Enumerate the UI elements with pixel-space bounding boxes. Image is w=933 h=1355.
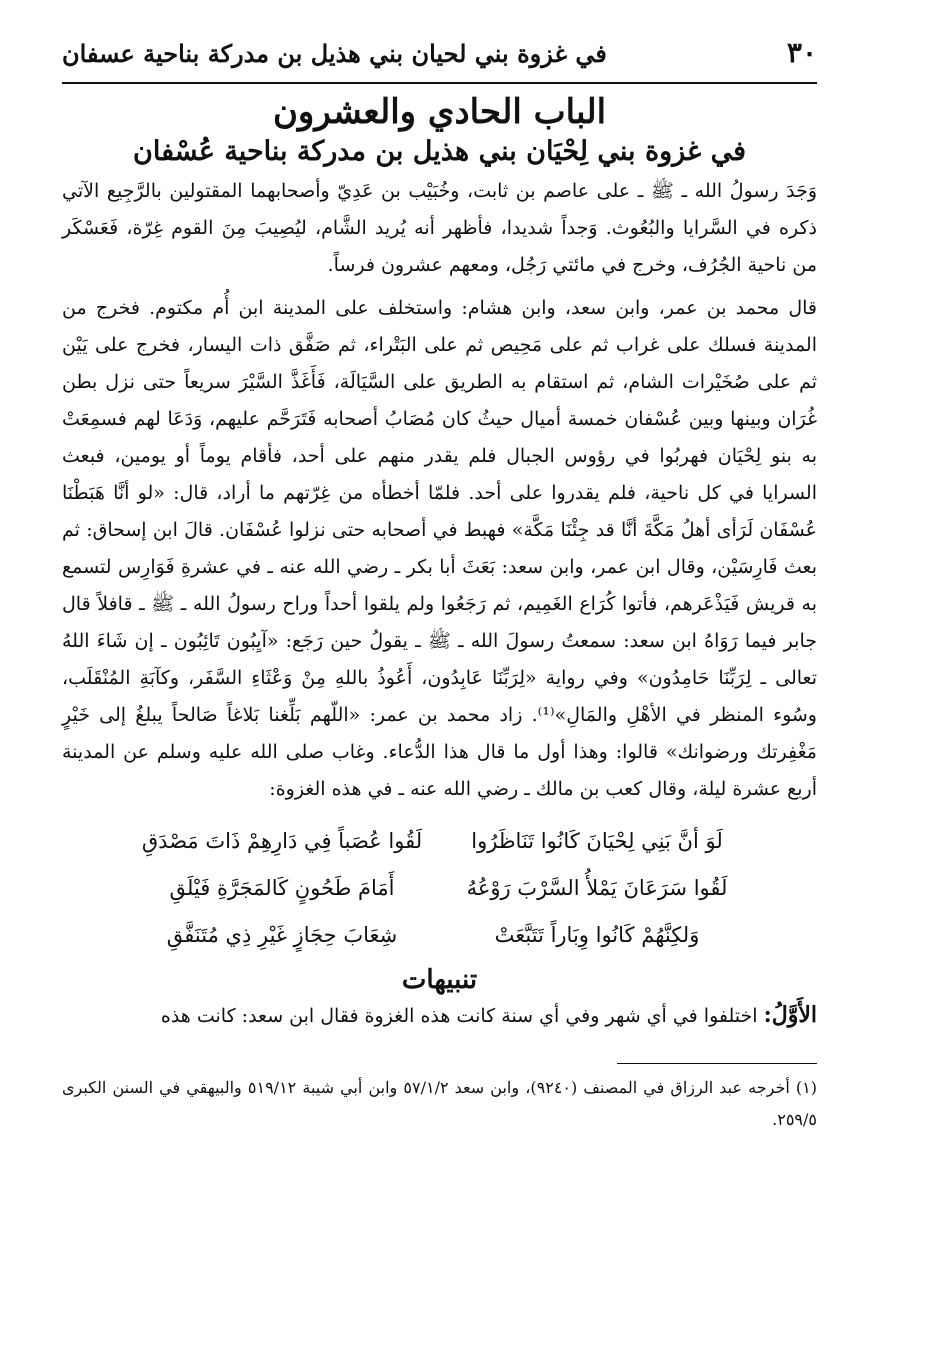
note-text: اختلفوا في أي شهر وفي أي سنة كانت هذه الغزوة فقال ابن سعد: كانت هذه bbox=[160, 1005, 764, 1027]
footnote: (١) أخرجه عبد الرزاق في المصنف (٩٢٤٠)، وابن سعد ٥٧/١/٢ وابن أبي شيبة ٥١٩/١٢ والبيهقي في السنن الكبرى ٢٥٩/٥. bbox=[62, 1078, 817, 1129]
verse-second-hemistich: شِعَابَ حِجَازٍ غَيْرِ ذِي مُتَنَفَّقِ bbox=[166, 923, 398, 947]
chapter-subtitle: في غزوة بني لِحْيَان بني هذيل بن مدركة بناحية عُسْفان bbox=[133, 136, 746, 167]
poem-verse bbox=[140, 912, 740, 959]
verse-second-hemistich: لَقُوا عُصَباً فِي دَارِهِمْ ذَاتَ مَصْدَقِ bbox=[141, 829, 423, 853]
verse-first-hemistich: وَلكِنَّهُمْ كَانُوا وِبَاراً تَتَبَّعَتْ bbox=[494, 923, 700, 947]
notes-paragraph bbox=[62, 997, 817, 1035]
book-page bbox=[62, 36, 817, 1355]
verse-first-hemistich: لَقُوا سَرَعَانَ يَمْلأُ السَّرْبَ رَوْعُهُ bbox=[466, 876, 728, 900]
page-header bbox=[62, 36, 817, 82]
header-rule bbox=[62, 82, 817, 84]
paragraph: وَجَدَ رسولُ الله ـ ﷺ ـ على عاصم بن ثابت، وخُبَيْب بن عَدِيّ وأصحابهما المقتولين بالرَّجِيع الآتي ذكره في السَّرايا والبُعُوث. وَجداً شديدا، فأظهر أنه يُريد الشَّام، ليُصِيبَ مِنَ القوم غِرّة، فَعَسْكَر من ناحية الجُرُف، وخرج في مائتي رَجُل، ومعهم عشرون فرساً. bbox=[62, 180, 817, 276]
poem-verse bbox=[140, 865, 740, 912]
running-title: في غزوة بني لحيان بني هذيل بن مدركة بناحية عسفان bbox=[62, 39, 607, 68]
verse-first-hemistich: لَوَ أنَّ بَنِي لِحْيَانَ كَانُوا تَنَاظَرُوا bbox=[471, 829, 723, 853]
footnote-rule bbox=[617, 1063, 817, 1064]
note-label: الأَوَّلُ: bbox=[763, 1002, 817, 1028]
poem bbox=[140, 818, 740, 959]
notes-heading: تنبيهات bbox=[401, 965, 478, 995]
page-number: ٣٠ bbox=[786, 36, 817, 69]
chapter-title: الباب الحادي والعشرون bbox=[272, 92, 607, 132]
verse-second-hemistich: أَمَامَ طَحُونٍ كَالمَجَرَّةِ فَيْلَقِ bbox=[169, 876, 395, 900]
paragraph: قال محمد بن عمر، وابن سعد، وابن هشام: واستخلف على المدينة ابن أُم مكتوم. فخرج من المدينة فسلك على غراب ثم على مَحِيص ثم على البَتْراء، ثم صَفَّق ذات اليسار، فخرج على يَيْن ثم على صُخَيْرات الشام، ثم استقام به الطريق على السَّيَالَة، فَأَغَذَّ السَّيْرَ سريعاً حتى نزل بطن غُرَان وبينها وبين عُسْفان خمسة أميال حيثُ كان مُصَابُ أصحابه فَتَرَحَّم عليهم، وَدَعَا لهم فسمِعَتْ به بنو لِحْيَان فهربُوا في رؤوس الجبال فلم يقدر منهم على أحد، فأقام يوماً أو يومين، فبعث السرايا في كل ناحية، فلم يقدروا على أحد. فلمّا أخطأه من غِرّتهم ما أراد، قال: «لو أنَّا هَبَطْنَا عُسْفَان لَرَأى أهلُ مَكَّةَ أنَّا قد جِئْنَا مَكَّة» فهبط في أصحابه حتى نزلوا عُسْفَان. قالَ ابن إسحاق: ثم بعث فَارِسَيْن، وقال ابن عمر، وابن سعد: بَعَثَ أبا بكر ـ رضي الله عنه ـ في عشرةِ فَوَارِس لتسمع به قريش فَيَذْعَرهم، فأتوا كُرَاع الغَمِيم، ثم رَجَعُوا ولم يلقوا أحداً وراح رسولُ الله ـ ﷺ ـ قافلاً قال جابر فيما رَوَاهُ ابن سعد: سمعتُ رسولَ الله ـ ﷺ ـ يقولُ حين رَجَع: «آيِبُون تَائِبُون ـ إن شَاءَ اللهُ تعالى ـ لِرَبِّنَا حَامِدُون» وفي رواية «لِرَبِّنَا عَابِدُون، أَعُوذُ باللهِ مِنْ وَعْثَاءِ السَّفَر، وكآبَةِ المُنْقَلَب، وسُوء المنظر في الأهْلِ والمَالِ»⁽¹⁾. زاد محمد بن عمر: «اللّهم بَلِّغنا بَلاغاً صَالحاً يبلغُ إلى خَيْرٍ مَغْفِرتك ورضوانك» قالوا: وهذا أول ما قال هذا الدُّعاء. وغاب صلى الله عليه وسلم عن المدينة أربع عشرة ليلة، وقال كعب بن مالك ـ رضي الله عنه ـ في هذه الغزوة: bbox=[62, 297, 818, 800]
poem-verse bbox=[140, 818, 740, 865]
